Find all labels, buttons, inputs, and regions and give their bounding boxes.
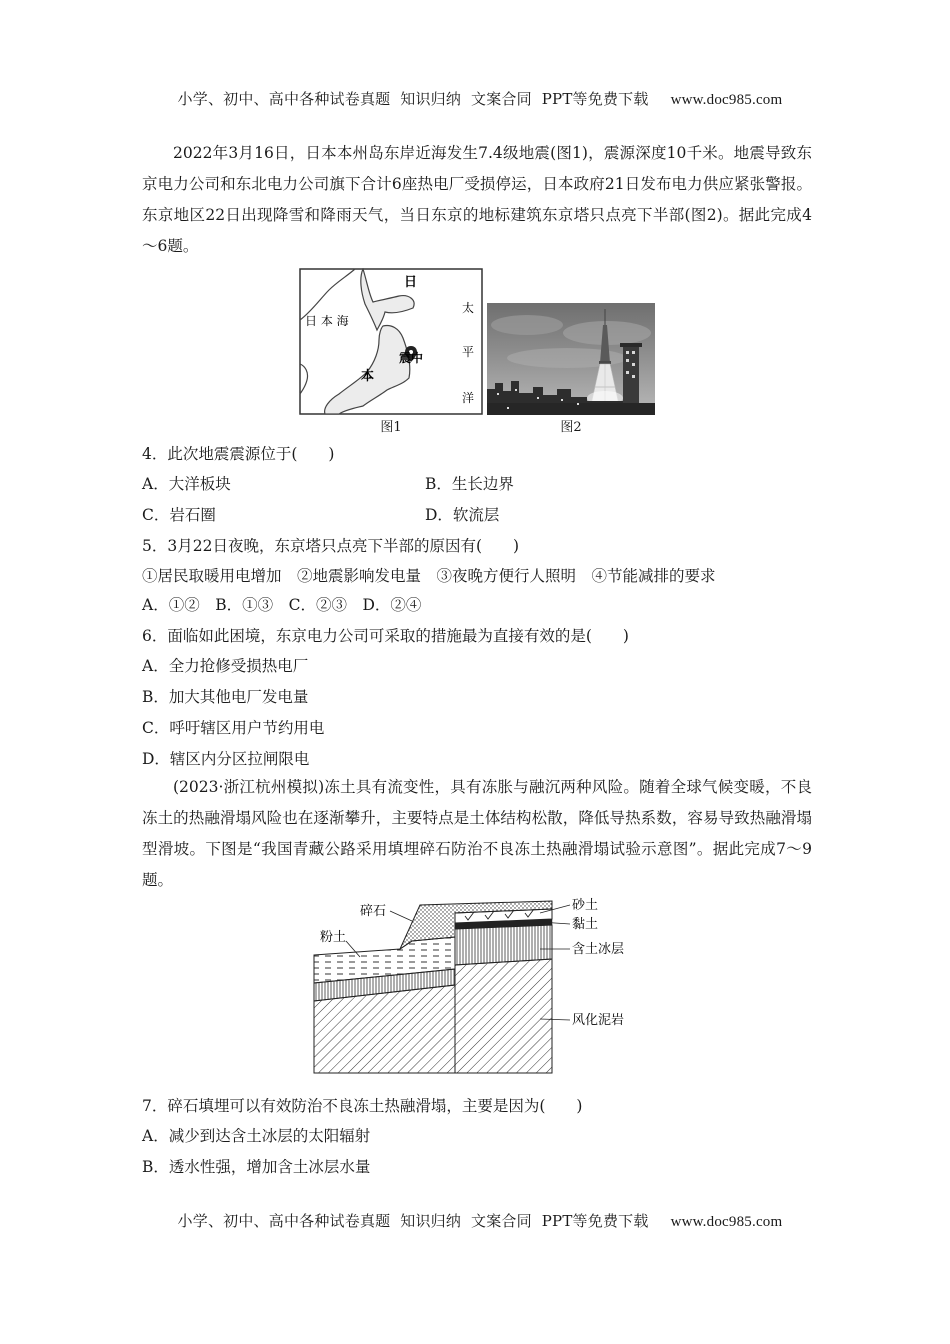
page-footer — [0, 1192, 950, 1231]
q6-option-d[interactable]: D．辖区内分区拉闸限电 — [142, 750, 310, 768]
q7-stem: 7．碎石填埋可以有效防治不良冻土热融滑塌，主要是因为( ) — [142, 1097, 583, 1115]
q5-options[interactable]: A．①② B．①③ C．②③ D．②④ — [142, 596, 422, 614]
figure-2-caption: 图2 — [560, 420, 582, 435]
q4-option-d[interactable]: D．软流层 — [425, 506, 500, 524]
intro-1-text: 2022年3月16日，日本本州岛东岸近海发生7.4级地震(图1)，震源深度10千米。地震导致东京电力公司和东北电力公司旗下合计6座热电厂受损停运，日本政府21日发布电力供应紧张警报。东京地区22日出现降雪和降雨天气，当日东京的地标建筑东京塔只点亮下半部(图2)。据此完成4～6题。 — [142, 144, 812, 255]
map-label-sea: 日 本 海 — [305, 314, 349, 328]
diagram-label-sand: 砂土 — [572, 898, 599, 913]
q6-option-c[interactable]: C．呼吁辖区用户节约用电 — [142, 719, 325, 737]
map-label-epicenter: 震中 — [399, 351, 424, 365]
figure-2-photo — [487, 303, 655, 415]
q7-option-b[interactable]: B．透水性强，增加含土冰层水量 — [142, 1158, 371, 1176]
footer-text: 小学、初中、高中各种试卷真题 知识归纳 文案合同 PPT等免费下载 — [177, 1212, 649, 1230]
q7-option-a[interactable]: A．减少到达含土冰层的太阳辐射 — [142, 1127, 371, 1145]
header-text: 小学、初中、高中各种试卷真题 知识归纳 文案合同 PPT等免费下载 — [177, 90, 649, 108]
diagram-label-mudstone: 风化泥岩 — [572, 1013, 625, 1028]
q4-option-b[interactable]: B．生长边界 — [425, 475, 514, 493]
q6-option-a[interactable]: A．全力抢修受损热电厂 — [142, 657, 309, 675]
diagram-label-ice: 含土冰层 — [572, 942, 625, 957]
intro-paragraph-1 — [142, 138, 812, 262]
q6-option-b[interactable]: B．加大其他电厂发电量 — [142, 688, 309, 706]
map-ocean-char-3: 洋 — [462, 391, 475, 405]
map-ocean-char-2: 平 — [462, 345, 475, 359]
diagram-label-gravel: 碎石 — [360, 904, 387, 919]
q4-option-a[interactable]: A．大洋板块 — [142, 475, 231, 493]
q6-stem: 6．面临如此困境，东京电力公司可采取的措施最为直接有效的是( ) — [142, 627, 629, 645]
diagram-label-silt: 粉土 — [320, 930, 347, 945]
figure-1-map — [299, 268, 483, 415]
page-header — [0, 70, 950, 109]
q4-stem: 4．此次地震震源位于( ) — [142, 445, 335, 463]
q5-items: ①居民取暖用电增加 ②地震影响发电量 ③夜晚方便行人照明 ④节能减排的要求 — [142, 567, 716, 585]
q5-stem: 5．3月22日夜晚，东京塔只点亮下半部的原因有( ) — [142, 537, 520, 555]
diagram-label-clay: 黏土 — [572, 917, 599, 932]
intro-2-text: (2023·浙江杭州模拟)冻土具有流变性，具有冻胀与融沉两种风险。随着全球气候变暖，不良冻土的热融滑塌风险也在逐渐攀升，主要特点是土体结构松散，降低导热系数，容易导致热融滑塌型滑坡。下图是“我国青藏公路采用填埋碎石防治不良冻土热融滑塌试验示意图”。据此完成7～9题。 — [142, 778, 812, 889]
header-site[interactable]: www.doc985.com — [670, 92, 783, 108]
intro-paragraph-2 — [142, 772, 812, 896]
figure-1-caption: 图1 — [380, 420, 402, 435]
map-ocean-char-1: 太 — [462, 301, 475, 315]
q4-option-c[interactable]: C．岩石圈 — [142, 506, 216, 524]
permafrost-diagram — [300, 893, 640, 1083]
map-label-ri: 日 — [404, 275, 418, 290]
footer-site[interactable]: www.doc985.com — [670, 1214, 783, 1230]
map-label-ben: 本 — [361, 369, 375, 384]
